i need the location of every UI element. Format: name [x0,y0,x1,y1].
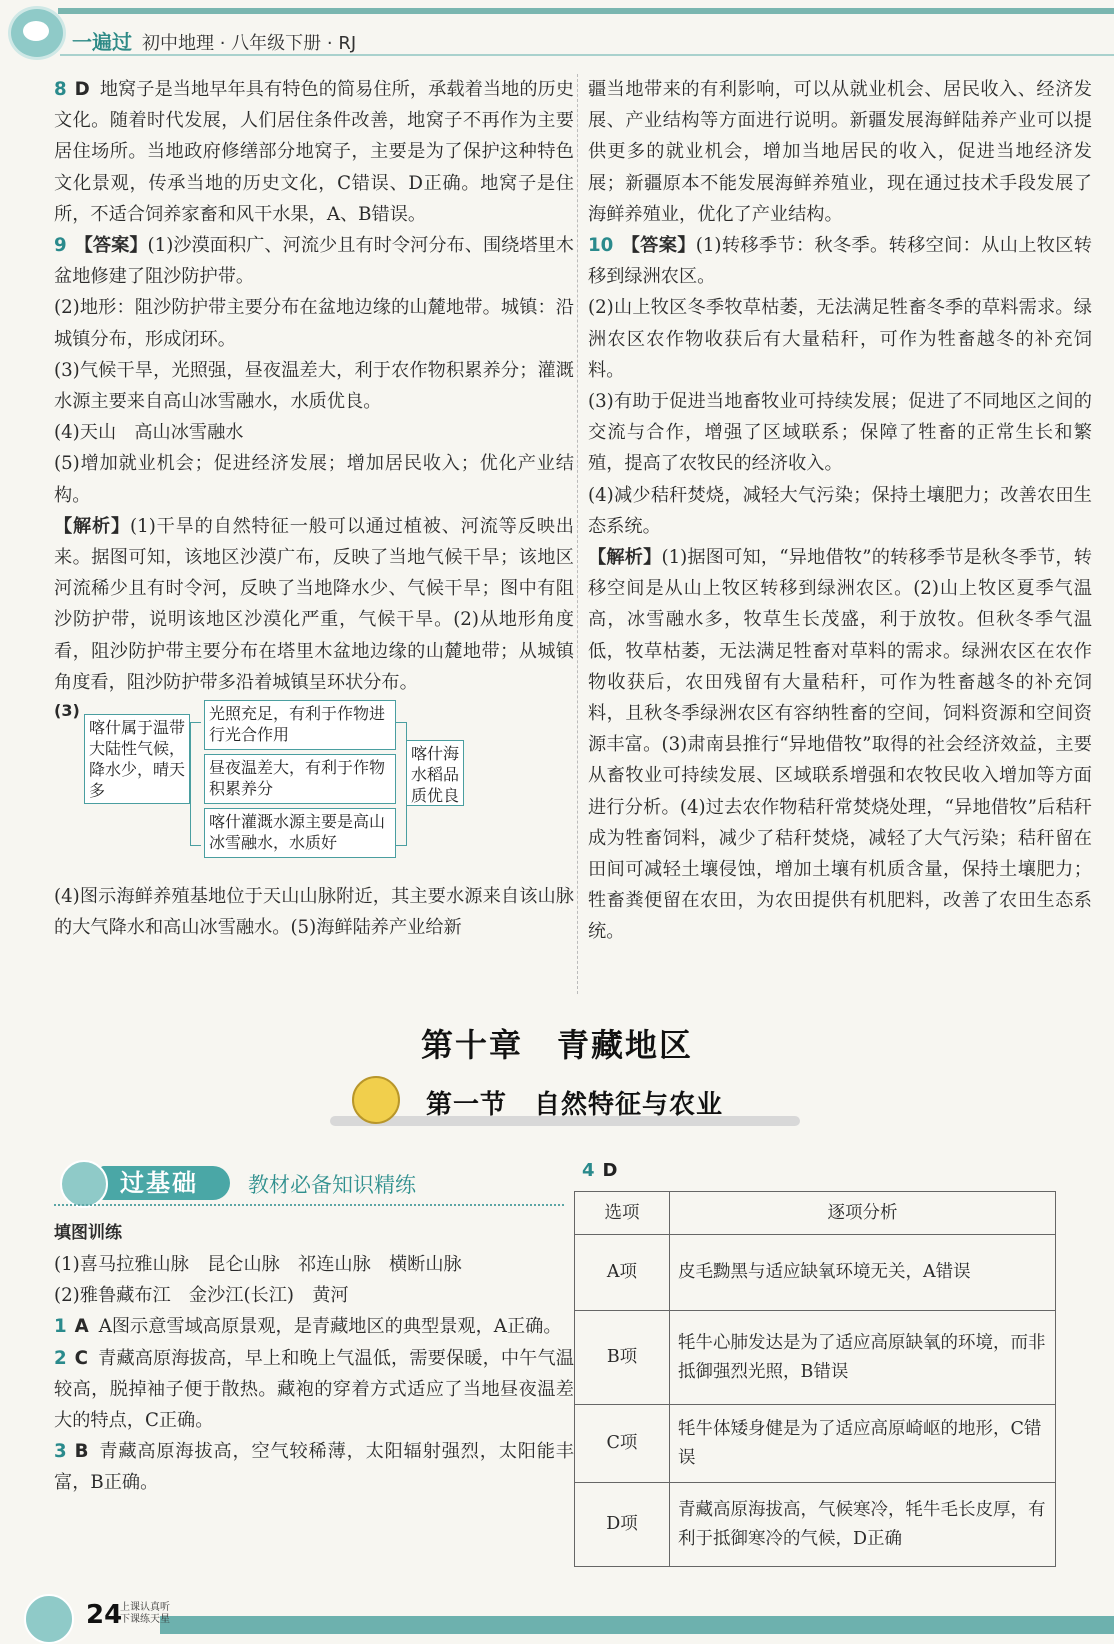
analysis-cell: 牦牛心肺发达是为了适应高原缺氧的环境，而非抵御强烈光照，B错误 [670,1311,1056,1405]
question-number: 2 [54,1347,67,1369]
page-number: 24 [86,1600,123,1630]
drill-answer: (2)雅鲁藏布江 金沙江(长江) 黄河 [54,1285,349,1307]
answer-letter: D [74,79,90,100]
question-number: 9 [54,235,67,257]
table-row [575,1311,1056,1405]
question-3 [54,1436,574,1498]
left-column [54,74,574,943]
table-row [575,1483,1056,1567]
mascot-logo-icon [8,6,66,60]
basic-banner [54,1160,574,1204]
drill-title: 填图训练 [54,1223,122,1243]
answer-tag: 【答案】 [621,235,696,257]
answer-part: (1)转移季节：秋冬季。转移空间：从山上牧区转移到绿洲农区。 [588,235,1092,288]
table-header: 逐项分析 [670,1192,1056,1235]
analysis-text: (5)海鲜陆养产业给新 [290,917,462,939]
analysis-continued: 疆当地带来的有利影响，可以从就业机会、居民收入、经济发展、产业结构等方面进行说明。新疆发展海鲜陆养产业可以提供更多的就业机会，增加当地居民的收入，促进当地经济发展；新疆原本不能发展海鲜养殖业，现在通过技术手段发展了海鲜养殖业，优化了产业结构。 [588,79,1092,225]
analysis-text: (4)图示海鲜养殖基地位于天山山脉附近，其主要水源来自该山脉的大气降水和高山冰雪融水。 [54,886,574,939]
analysis-cell: 皮毛黝黑与适应缺氧环境无关，A错误 [670,1235,1056,1311]
cause-diagram [54,700,574,875]
section-heading [330,1080,800,1122]
diagram-box-temperature: 昼夜温差大，有利于作物积累养分 [204,754,396,804]
answer-part: (1)沙漠面积广、河流少且有时令河分布、围绕塔里木盆地修建了阻沙防护带。 [54,235,574,288]
basic-subtitle: 教材必备知识精练 [248,1173,416,1197]
analysis-cell: 牦牛体矮身健是为了适应高原崎岖的地形，C错误 [670,1405,1056,1483]
header-band [58,8,1114,14]
question-9-analysis-cont [54,881,574,943]
analysis-text: (1)据图可知，“异地借牧”的转移季节是秋冬季节，转移空间是从山上牧区转移到绿洲农区。(2)山上牧区夏季气温高，冰雪融水多，牧草生长茂盛，利于放牧。但秋冬季气温低，牧草枯萎，无法满足牲畜对草料的需求。绿洲农区在农作物收获后，农田残留有大量秸秆，可作为牲畜越冬的补充饲料，且秋冬季绿洲农区有容纳牲畜的空间，饲料资源和空间资源丰富。(3)肃南县推行“异地借牧”取得的社会经济效益，主要从畜牧业可持续发展、区域联系增强和农牧民收入增加等方面进行分析。(4)过去农作物秸秆常焚烧处理，“异地借牧”后秸秆成为牲畜饲料，减少了秸秆焚烧，减轻了大气污染；秸秆留在田间可减轻土壤侵蚀，增加土壤有机质含量，保持土壤肥力；牲畜粪便留在农田，为农田提供有机肥料，改善了农田生态系统。 [588,547,1092,943]
mascot-star-icon [352,1076,400,1124]
table-row [575,1405,1056,1483]
diagram-bracket-left [190,722,201,846]
motto-line: 上课认真听 [120,1602,170,1613]
question-text: 青藏高原海拔高，早上和晚上气温低，需要保暖，中午气温较高，脱掉袖子便于散热。藏袍的穿着方式适应了当地昼夜温差大的特点，C正确。 [54,1347,574,1432]
answer-part: (2)地形：阻沙防护带主要分布在盆地边缘的山麓地带。城镇：沿城镇分布，形成闭环。 [54,297,574,350]
option-cell: A项 [575,1235,670,1311]
question-text: 青藏高原海拔高，空气较稀薄，太阳辐射强烈，太阳能丰富，B正确。 [54,1441,574,1494]
question-10-answer [588,230,1092,292]
option-cell: D项 [575,1483,670,1567]
answer-part: (3)气候干旱，光照强，昼夜温差大，利于农作物积累养分；灌溉水源主要来自高山冰雪融水，水质优良。 [54,359,574,413]
book-title: 初中地理 · 八年级下册 · RJ [142,33,357,54]
chapter-title: 第十章 青藏地区 [420,1026,693,1064]
mascot-icon [60,1160,108,1208]
footer-motto [120,1602,170,1626]
question-10-analysis [588,542,1092,948]
footer-strip [160,1616,1114,1634]
question-8 [54,74,574,230]
question-9-analysis [54,511,574,698]
header-title [72,26,356,55]
option-cell: C项 [575,1405,670,1483]
section-title: 第一节 自然特征与农业 [426,1090,724,1120]
basic-practice [54,1160,574,1499]
answer-letter: A [74,1316,89,1338]
answer-letter: B [74,1441,89,1463]
diagram-box-water: 喀什灌溉水源主要是高山冰雪融水，水质好 [204,808,396,858]
analysis-tag: 【解析】 [588,547,662,569]
analysis-table [574,1191,1056,1567]
question-number: 8 [54,79,67,100]
answer-part: (5)增加就业机会；促进经济发展；增加居民收入；优化产业结构。 [54,453,574,506]
dotted-divider [54,1204,564,1206]
analysis-tag: 【解析】 [54,515,131,537]
analysis-text: (2)从地形角度看，阻沙防护带主要分布在塔里木盆地边缘的山麓地带；从城镇角度看，阻沙防护带多沿着城镇呈环状分布。 [54,609,574,693]
question-number: 1 [54,1316,67,1338]
question-4-heading [582,1160,1092,1181]
table-row [575,1235,1056,1311]
question-number: 10 [588,235,614,257]
diagram-box-light: 光照充足，有利于作物进行光合作用 [204,700,396,750]
answer-part: (3)有助于促进当地畜牧业可持续发展；促进了不同地区之间的交流与合作，增强了区域联系；保障了牲畜的正常生长和繁殖，提高了农牧民的经济收入。 [588,391,1092,475]
question-1 [54,1311,574,1342]
answer-letter: C [74,1347,89,1369]
question-text: 地窝子是当地早年具有特色的简易住所，承载着当地的历史文化。随着时代发展，人们居住条件改善，地窝子不再作为主要居住场所。当地政府修缮部分地窝子，主要是为了保护这种特色文化景观，传承当地的历史文化，C错误、D正确。地窝子是住所，不适合饲养家畜和风干水果，A、B错误。 [54,79,574,225]
column-divider [577,74,578,994]
table-header-row [575,1192,1056,1235]
analysis-text: (1)干旱的自然特征一般可以通过植被、河流等反映出来。据图可知，该地区沙漠广布，反映了当地气候干旱；该地区河流稀少且有时令河，反映了当地降水少、气候干旱；图中有阻沙防护带，说明该地区沙漠化严重，气候干旱。 [54,515,574,631]
motto-line: 下课练天星 [120,1614,170,1625]
diagram-box-climate: 喀什属于温带大陆性气候，降水少，晴天多 [84,714,190,804]
answer-part: (4)天山 高山冰雪融水 [54,422,244,444]
basic-label: 过基础 [100,1166,230,1200]
right-column [588,74,1092,948]
diagram-label: (3) [54,701,80,721]
answer-letter: D [602,1160,618,1181]
question-number: 4 [582,1160,595,1181]
option-cell: B项 [575,1311,670,1405]
question-number: 3 [54,1441,67,1463]
answer-tag: 【答案】 [74,235,148,257]
question-9-answer [54,230,574,292]
answer-part: (2)山上牧区冬季牧草枯萎，无法满足牲畜冬季的草料需求。绿洲农区农作物收获后有大量秸秆，可作为牲畜越冬的补充饲料。 [588,297,1092,381]
page-footer [0,1596,1114,1642]
brand-name: 一遍过 [72,30,132,54]
answer-part: (4)减少秸秆焚烧，减轻大气污染；保持土壤肥力；改善农田生态系统。 [588,484,1092,537]
mascot-star-icon [24,1594,74,1644]
diagram-box-result: 喀什海水稻品质优良 [406,740,464,806]
question-2 [54,1343,574,1437]
table-header: 选项 [575,1192,670,1235]
question-text: A图示意雪域高原景观，是青藏地区的典型景观，A正确。 [98,1316,562,1338]
header-rule [60,54,1114,56]
drill-answer: (1)喜马拉雅山脉 昆仑山脉 祁连山脉 横断山脉 [54,1254,462,1275]
question-4 [582,1160,1092,1567]
page-header [0,0,1114,58]
analysis-cell: 青藏高原海拔高，气候寒冷，牦牛毛长皮厚，有利于抵御寒冷的气候，D正确 [670,1483,1056,1567]
